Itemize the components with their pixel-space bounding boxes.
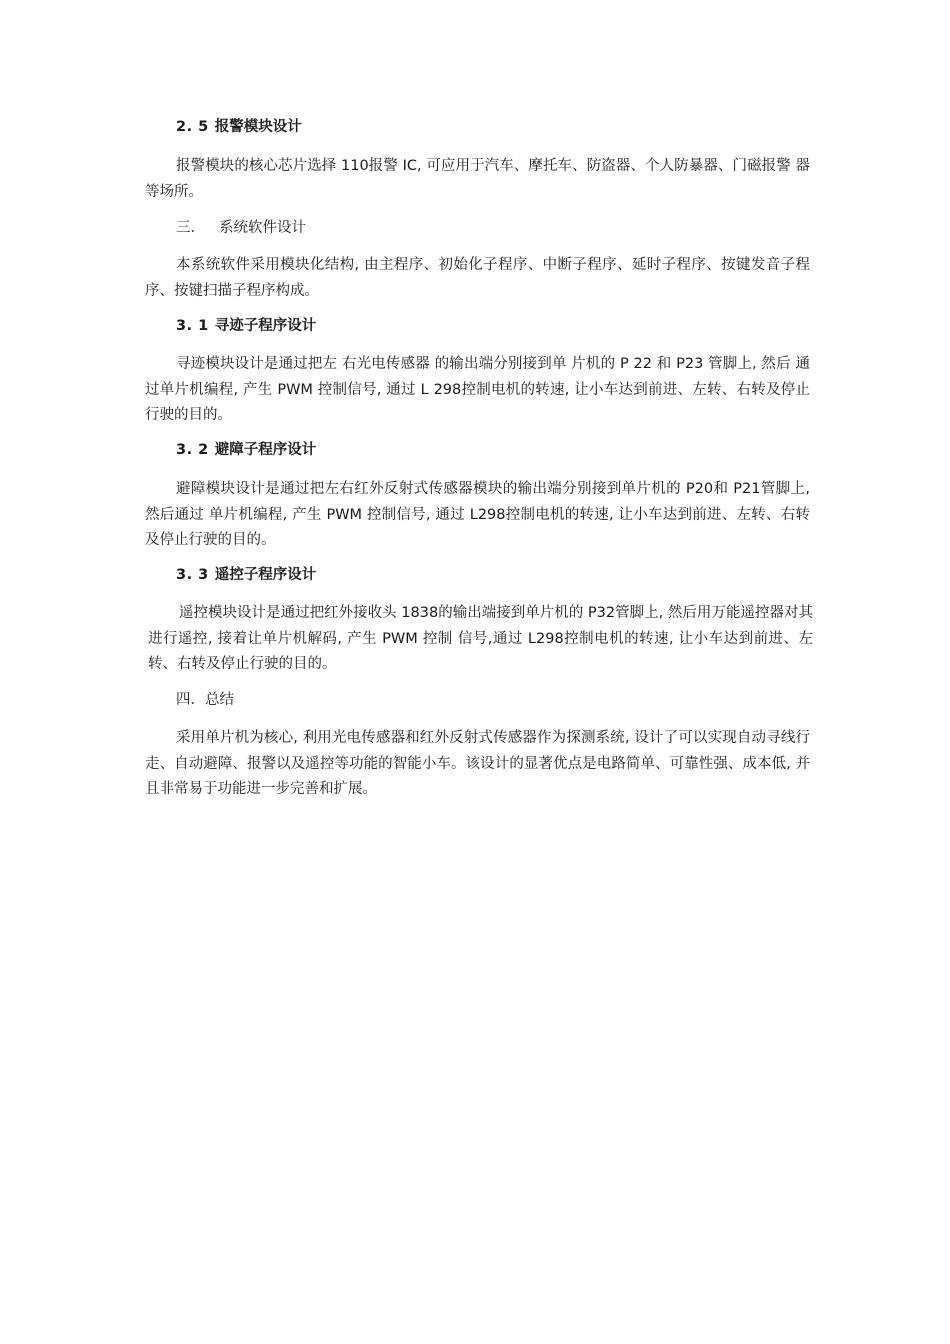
section-heading-3 xyxy=(145,218,841,238)
section-number: 3. 2 xyxy=(176,442,209,458)
section-heading-2-5 xyxy=(145,117,841,137)
section-heading-4 xyxy=(145,690,841,710)
section-title: 遥控子程序设计 xyxy=(214,567,317,583)
paragraph-tracking: 寻迹模块设计是通过把左 右光电传感器 的输出端分别接到单 片机的 P 22 和 P23 管脚上, 然后 通过单片机编程, 产生 PWM 控制信号, 通过 L 298控制电机的转速, 让小车达到前进、左转、右转及停止行驶的目的。 xyxy=(145,356,810,423)
section-number: 三． xyxy=(176,220,205,236)
section-number: 3. 3 xyxy=(176,567,209,583)
section-title: 报警模块设计 xyxy=(214,119,302,135)
section-title: 总结 xyxy=(205,692,234,708)
paragraph-obstacle-avoidance: 避障模块设计是通过把左右红外反射式传感器模块的输出端分别接到单片机的 P20和 P21管脚上, 然后通过 单片机编程, 产生 PWM 控制信号, 通过 L298控制电机的转速, 让小车达到前进、左转、右转及停止行驶的目的。 xyxy=(145,481,810,548)
section-heading-3-2 xyxy=(145,440,841,460)
section-title: 系统软件设计 xyxy=(219,220,306,236)
section-number: 2. 5 xyxy=(176,119,209,135)
paragraph-alarm-module: 报警模块的核心芯片选择 110报警 IC, 可应用于汽车、摩托车、防盗器、个人防暴器、门磁报警 器等场所。 xyxy=(145,158,810,200)
paragraph-summary: 采用单片机为核心, 利用光电传感器和红外反射式传感器作为探测系统, 设计了可以实现自动寻线行走、自动避障、报警以及遥控等功能的智能小车。该设计的显著优点是电路简单、可靠性强、成本低, 并且非常易于功能进一步完善和扩展。 xyxy=(145,730,810,797)
paragraph-software-design: 本系统软件采用模块化结构, 由主程序、初始化子程序、中断子程序、延时子程序、按键发音子程序、按键扫描子程序构成。 xyxy=(145,257,810,299)
section-title: 避障子程序设计 xyxy=(214,442,317,458)
section-number: 3. 1 xyxy=(176,318,209,334)
paragraph-remote-control: 遥控模块设计是通过把红外接收头 1838的输出端接到单片机的 P32管脚上, 然后用万能遥控器对其进行遥控, 接着让单片机解码, 产生 PWM 控制 信号,通过 L298控制电机的转速, 让小车达到前进、左转、右转及停止行驶的目的。 xyxy=(148,605,813,672)
section-number: 四． xyxy=(176,692,205,708)
section-heading-3-3 xyxy=(145,565,841,585)
section-heading-3-1 xyxy=(145,316,841,336)
section-title: 寻迹子程序设计 xyxy=(214,318,317,334)
